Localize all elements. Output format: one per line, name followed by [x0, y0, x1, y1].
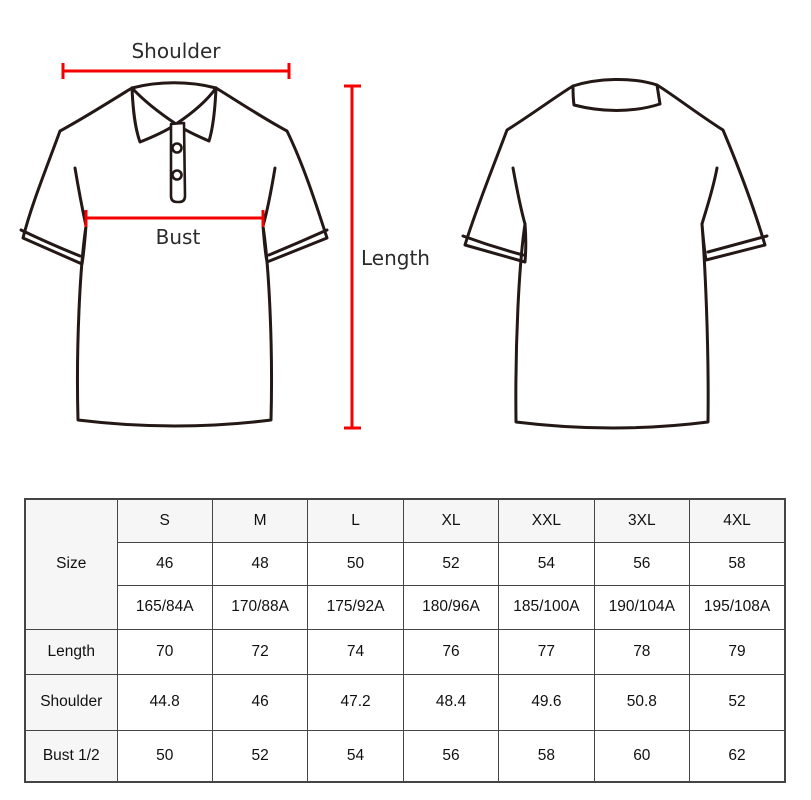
length-row [25, 629, 785, 674]
size-number-cell: 52 [403, 542, 498, 585]
measurement-cell: 50.8 [594, 674, 689, 730]
size-number-cell: 48 [212, 542, 307, 585]
measurement-cell: 62 [690, 730, 785, 782]
measurement-cell: 77 [499, 629, 594, 674]
size-code-cell: 175/92A [308, 585, 403, 629]
size-code-cell: 185/100A [499, 585, 594, 629]
row-label-length: Length [25, 629, 117, 674]
measurement-cell: 72 [212, 629, 307, 674]
size-code-cell: 190/104A [594, 585, 689, 629]
measurement-cell: 60 [594, 730, 689, 782]
measurement-cell: 47.2 [308, 674, 403, 730]
size-number-cell: 56 [594, 542, 689, 585]
front-shirt-illustration [21, 83, 327, 426]
length-dimension-line [344, 86, 361, 428]
shoulder-label: Shoulder [131, 39, 221, 63]
measurement-cell: 70 [117, 629, 212, 674]
front-placket [171, 123, 185, 202]
size-chart-table [24, 498, 786, 783]
size-number-cell: 50 [308, 542, 403, 585]
size-code-cell: 170/88A [212, 585, 307, 629]
size-number-cell: 58 [690, 542, 785, 585]
size-number-row [25, 542, 785, 585]
size-code-row [25, 585, 785, 629]
size-header-cell: XL [403, 499, 498, 542]
row-label-size: Size [25, 499, 117, 629]
measurement-cell: 49.6 [499, 674, 594, 730]
row-label-shoulder: Shoulder [25, 674, 117, 730]
measurement-cell: 58 [499, 730, 594, 782]
measurement-cell: 78 [594, 629, 689, 674]
size-code-cell: 165/84A [117, 585, 212, 629]
size-header-row [25, 499, 785, 542]
size-header-cell: M [212, 499, 307, 542]
measurement-cell: 50 [117, 730, 212, 782]
measurement-cell: 46 [212, 674, 307, 730]
size-header-cell: L [308, 499, 403, 542]
back-shirt-illustration [463, 79, 767, 428]
size-header-cell: XXL [499, 499, 594, 542]
length-label: Length [361, 246, 430, 270]
measurement-cell: 56 [403, 730, 498, 782]
row-label-bust-half: Bust 1/2 [25, 730, 117, 782]
measurement-cell: 79 [690, 629, 785, 674]
back-shirt-body-outline [465, 85, 765, 428]
size-code-cell: 195/108A [690, 585, 785, 629]
measurement-cell: 54 [308, 730, 403, 782]
measurement-cell: 76 [403, 629, 498, 674]
measurement-cell: 52 [690, 674, 785, 730]
bust-label: Bust [155, 225, 201, 249]
measurement-cell: 48.4 [403, 674, 498, 730]
shoulder-row [25, 674, 785, 730]
size-code-cell: 180/96A [403, 585, 498, 629]
shoulder-dimension-line [63, 63, 289, 79]
size-table-container [24, 498, 786, 783]
size-number-cell: 54 [499, 542, 594, 585]
front-collar-top-band [132, 83, 216, 88]
bust-row [25, 730, 785, 782]
measurement-cell: 74 [308, 629, 403, 674]
measurement-cell: 44.8 [117, 674, 212, 730]
size-header-cell: 3XL [594, 499, 689, 542]
size-header-cell: S [117, 499, 212, 542]
measurement-cell: 52 [212, 730, 307, 782]
size-number-cell: 46 [117, 542, 212, 585]
back-collar-band [573, 79, 660, 110]
size-header-cell: 4XL [690, 499, 785, 542]
